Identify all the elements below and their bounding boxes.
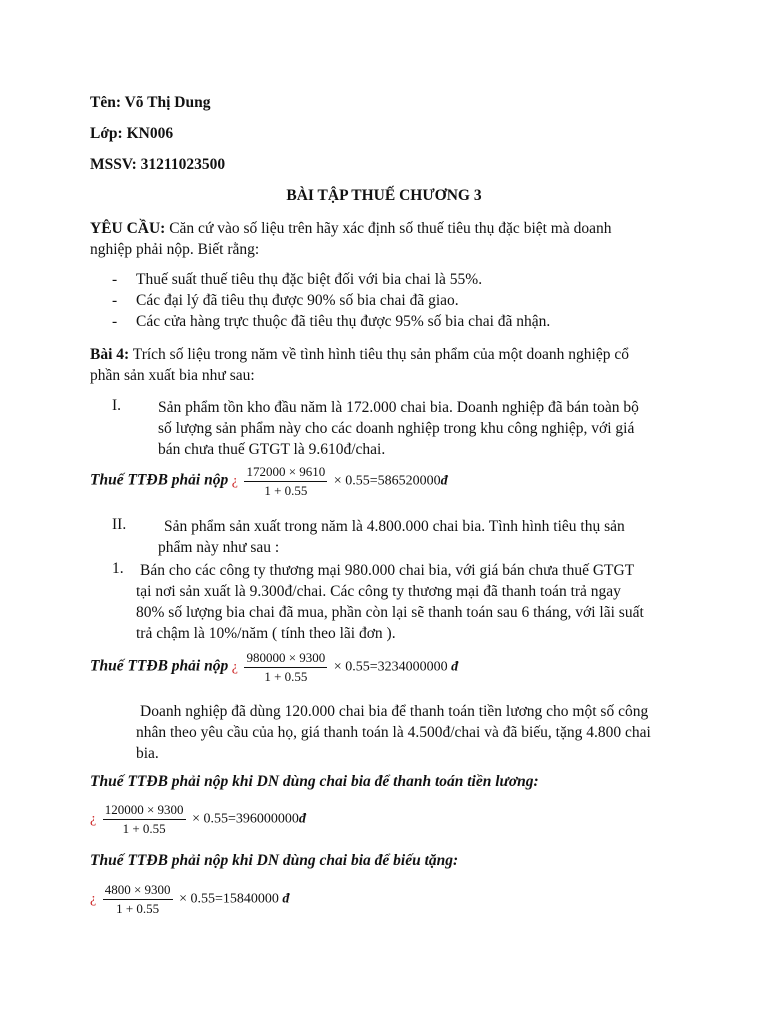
fraction-denominator: 1 + 0.55 (264, 483, 308, 498)
student-id: MSSV: 31211023500 (90, 156, 226, 173)
section1-text (158, 397, 688, 460)
page-title: BÀI TẬP THUẾ CHƯƠNG 3 (286, 187, 482, 204)
requirement-paragraph (90, 218, 680, 260)
section1-line: số lượng sản phẩm này cho các doanh nghiệp trong khu công nghiệp, với giá (158, 420, 635, 437)
formula-mark: ¿ (231, 659, 238, 675)
fraction (103, 802, 186, 837)
item1-line: 80% số lượng bia chai đã mua, phần còn lại sẽ thanh toán sau 6 tháng, với lãi suất (136, 604, 644, 621)
section-numeral: II. (112, 516, 127, 533)
item-number: 1. (112, 560, 124, 577)
student-class: Lớp: KN006 (90, 125, 174, 142)
fraction-numerator: 120000 × 9300 (103, 802, 186, 820)
currency-unit: đ (451, 659, 459, 675)
formula-2 (90, 650, 458, 685)
requirement-label: YÊU CẦU: (90, 220, 166, 237)
item1-line: Bán cho các công ty thương mại 980.000 chai bia, với giá bán chưa thuế GTGT (140, 562, 635, 579)
gift-heading: Thuế TTĐB phải nộp khi DN dùng chai bia để biếu tặng: (90, 852, 459, 869)
fraction (244, 650, 327, 685)
bullet-dash: - (112, 313, 118, 330)
formula-3 (90, 802, 306, 837)
formula-label: Thuế TTĐB phải nộp (90, 471, 229, 489)
formula-result: × 0.55=396000000 (192, 811, 299, 827)
formula-mark: ¿ (90, 891, 97, 907)
fraction-denominator: 1 + 0.55 (264, 669, 308, 684)
fraction-numerator: 980000 × 9300 (244, 650, 327, 668)
formula-mark: ¿ (231, 473, 238, 489)
formula-1 (90, 464, 448, 499)
item1-text (136, 560, 696, 644)
currency-unit: đ (298, 811, 306, 827)
section2-line: Sản phẩm sản xuất trong năm là 4.800.000 chai bia. Tình hình tiêu thụ sản (164, 518, 625, 535)
currency-unit: đ (440, 473, 448, 489)
list-item (112, 271, 482, 289)
fraction-denominator: 1 + 0.55 (122, 821, 166, 836)
formula-mark: ¿ (90, 811, 97, 827)
salary-line: bia. (136, 745, 159, 762)
bullet-text: Các đại lý đã tiêu thụ được 90% số bia chai đã giao. (136, 292, 459, 309)
section1-line: Sản phẩm tồn kho đầu năm là 172.000 chai bia. Doanh nghiệp đã bán toàn bộ (158, 399, 639, 416)
bullet-text: Các cửa hàng trực thuộc đã tiêu thụ được 95% số bia chai đã nhận. (136, 313, 551, 330)
bullet-text: Thuế suất thuế tiêu thụ đặc biệt đối với bia chai là 55%. (136, 271, 483, 288)
exercise-label: Bài 4: (90, 346, 130, 363)
requirement-line2: nghiệp phải nộp. Biết rằng: (90, 241, 260, 258)
exercise-line1: Trích số liệu trong năm về tình hình tiêu thụ sản phẩm của một doanh nghiệp cổ (129, 346, 629, 363)
exercise-line2: phần sản xuất bia như sau: (90, 367, 255, 384)
section1-line: bán chưa thuế GTGT là 9.610đ/chai. (158, 441, 386, 458)
list-item (112, 313, 550, 331)
salary-line: Doanh nghiệp đã dùng 120.000 chai bia để thanh toán tiền lương cho một số công (140, 703, 649, 720)
requirement-line1: Căn cứ vào số liệu trên hãy xác định số thuế tiêu thụ đặc biệt mà doanh (165, 220, 612, 237)
section2-line: phẩm này như sau : (158, 539, 280, 556)
formula-label: Thuế TTĐB phải nộp (90, 657, 229, 675)
item1-line: trả chậm là 10%/năm ( tính theo lãi đơn ). (136, 625, 396, 642)
list-item (112, 292, 459, 310)
formula-4 (90, 882, 289, 917)
item1-line: tại nơi sản xuất là 9.300đ/chai. Các công ty thương mại đã thanh toán trả ngay (136, 583, 621, 600)
section-numeral: I. (112, 397, 122, 414)
section2-text (158, 516, 688, 558)
fraction (103, 882, 173, 917)
bullet-dash: - (112, 271, 118, 288)
formula-result: × 0.55=586520000 (333, 473, 441, 489)
bullet-dash: - (112, 292, 118, 309)
formula-result: × 0.55=15840000 (179, 891, 279, 907)
exercise-intro (90, 344, 680, 386)
student-name: Tên: Võ Thị Dung (90, 94, 211, 111)
salary-paragraph (136, 701, 696, 764)
fraction-numerator: 4800 × 9300 (103, 882, 173, 900)
salary-line: nhân theo yêu cầu của họ, giá thanh toán là 4.500đ/chai và đã biếu, tặng 4.800 chai (136, 724, 651, 741)
formula-result: × 0.55=3234000000 (333, 659, 448, 675)
currency-unit: đ (282, 891, 290, 907)
salary-heading: Thuế TTĐB phải nộp khi DN dùng chai bia để thanh toán tiền lương: (90, 773, 539, 790)
fraction-denominator: 1 + 0.55 (116, 901, 160, 916)
fraction-numerator: 172000 × 9610 (244, 464, 327, 482)
fraction (244, 464, 327, 499)
